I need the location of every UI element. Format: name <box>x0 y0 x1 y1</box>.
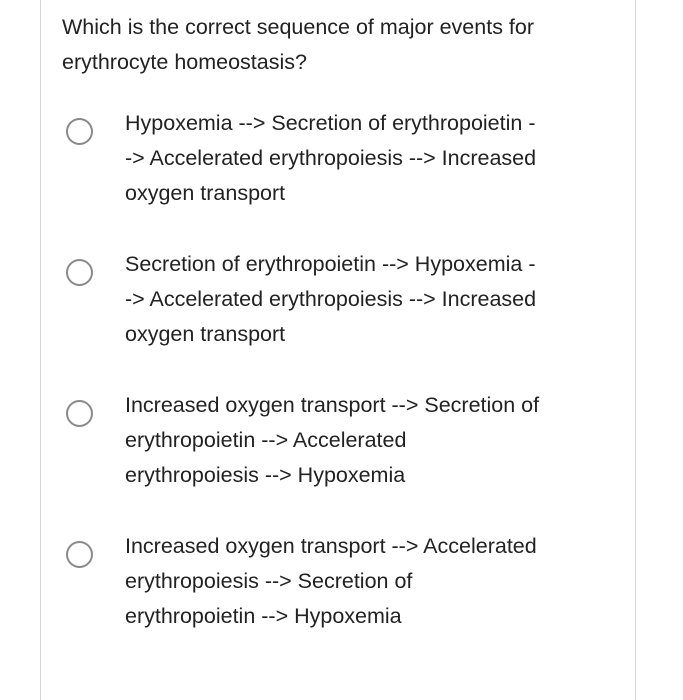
answer-option-label: Increased oxygen transport --> Accelerated erythropoiesis --> Secretion of erythropoietin --> Hypoxemia <box>125 534 537 628</box>
radio-button-icon[interactable] <box>66 400 93 427</box>
radio-button-icon[interactable] <box>66 541 93 568</box>
answer-option-label: Increased oxygen transport --> Secretion of erythropoietin --> Accelerated erythropoiesis --> Hypoxemia <box>125 393 540 487</box>
answer-option-label: Hypoxemia --> Secretion of erythropoietin - -> Accelerated erythropoiesis --> Increased oxygen transport <box>125 111 537 205</box>
radio-button-icon[interactable] <box>66 118 93 145</box>
radio-button-icon[interactable] <box>66 259 93 286</box>
question-card <box>40 0 636 700</box>
answer-option-label: Secretion of erythropoietin --> Hypoxemia - -> Accelerated erythropoiesis --> Increased oxygen transport <box>125 252 537 346</box>
question-text: Which is the correct sequence of major events for erythrocyte homeostasis? <box>62 15 535 74</box>
